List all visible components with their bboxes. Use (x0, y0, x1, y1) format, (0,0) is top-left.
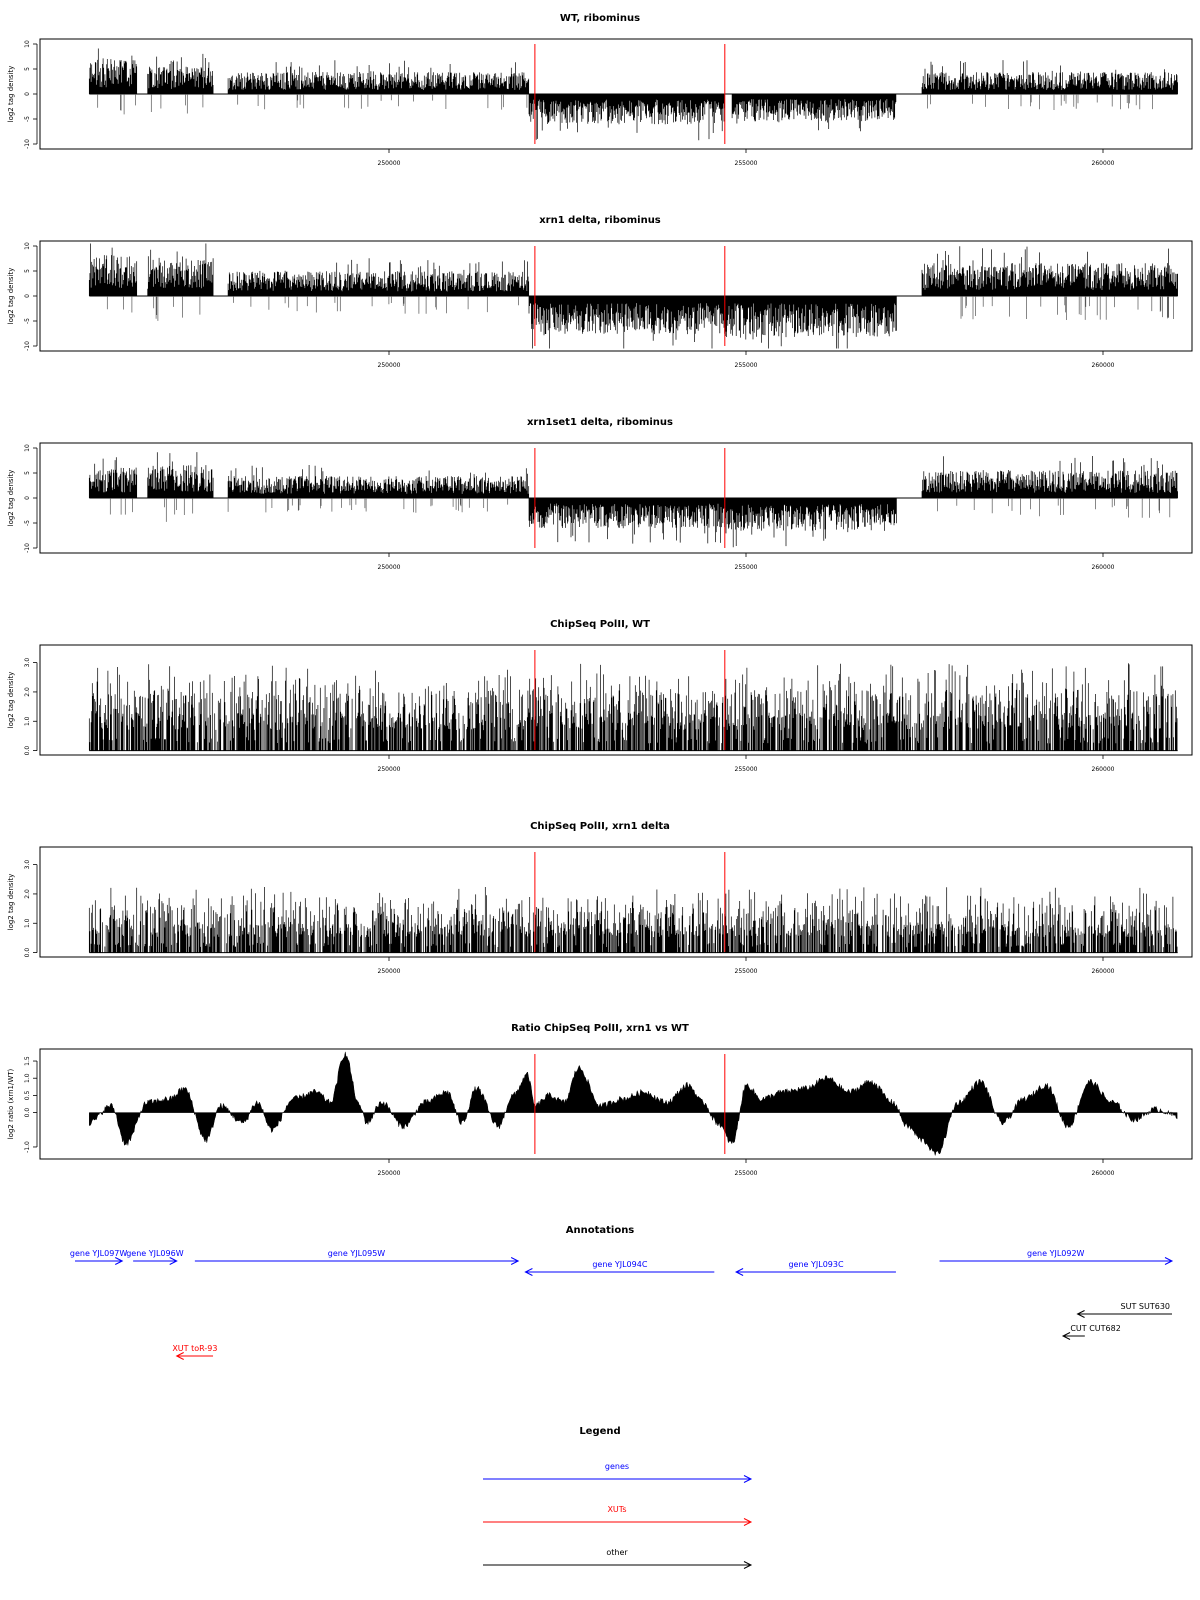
y-axis-label: log2 tag density (7, 267, 15, 325)
signal-bars (89, 663, 1177, 750)
annotation-feature (940, 1249, 1172, 1265)
signal-bars (89, 887, 1177, 953)
feature-label: CUT CUT682 (1070, 1324, 1121, 1333)
y-tick-label: 3.0 (24, 657, 31, 668)
y-tick-label: 0 (24, 92, 31, 96)
feature-label: gene YJL095W (327, 1249, 386, 1258)
data-bars (89, 887, 1177, 953)
y-tick-label: 2.0 (24, 687, 31, 697)
y-tick-label: 10 (24, 444, 31, 452)
annotations-section (70, 1225, 1172, 1360)
x-tick-label: 255000 (734, 968, 758, 975)
panel-2 (7, 215, 1192, 369)
legend-items (483, 1462, 751, 1569)
x-tick-label: 250000 (377, 160, 401, 167)
data-bars (89, 663, 1177, 750)
legend-label: genes (604, 1462, 630, 1471)
x-tick-label: 260000 (1091, 968, 1115, 975)
annotation-feature (1063, 1324, 1121, 1340)
panel-title: ChipSeq PolII, xrn1 delta (530, 821, 670, 832)
y-tick-label: 1.0 (24, 1073, 31, 1083)
y-axis-label: log2 ratio (xrn1/WT) (7, 1068, 15, 1140)
legend-entry (483, 1462, 751, 1483)
y-tick-label: 5 (24, 471, 31, 475)
y-tick-label: 5 (24, 269, 31, 273)
y-tick-label: 1.0 (24, 918, 31, 929)
y-tick-label: 0 (24, 294, 31, 298)
panels (7, 13, 1192, 1177)
annotation-items (70, 1249, 1172, 1360)
annotation-feature (70, 1249, 128, 1265)
x-tick-label: 260000 (1091, 564, 1115, 571)
panel-6 (7, 1023, 1192, 1177)
panel-1 (7, 13, 1192, 167)
y-axis-label: log2 tag density (7, 65, 15, 123)
x-tick-label: 255000 (734, 160, 758, 167)
y-tick-label: -10 (24, 139, 31, 149)
panel-5 (7, 821, 1192, 975)
legend-title: Legend (579, 1426, 621, 1437)
data-bars (89, 49, 1177, 141)
annotation-feature (126, 1249, 184, 1265)
feature-label: gene YJL092W (1027, 1249, 1085, 1258)
y-tick-label: -5 (24, 520, 31, 526)
annotation-feature (1078, 1302, 1172, 1318)
signal-bars (89, 244, 1177, 349)
feature-label: SUT SUT630 (1120, 1302, 1170, 1311)
x-tick-label: 255000 (734, 766, 758, 773)
legend-label: XUTs (607, 1505, 627, 1514)
panel-title: xrn1set1 delta, ribominus (526, 417, 674, 428)
feature-label: gene YJL096W (126, 1249, 184, 1258)
legend-label: other (606, 1548, 628, 1557)
signal-bars (89, 452, 1177, 547)
panel-title: ChipSeq PolII, WT (550, 619, 650, 630)
y-tick-label: 2.0 (24, 889, 31, 899)
y-axis-label: log2 tag density (7, 469, 15, 527)
feature-label: XUT toR-93 (172, 1344, 218, 1353)
y-tick-label: 0 (24, 496, 31, 500)
annotation-feature (172, 1344, 217, 1360)
legend-entry (483, 1505, 751, 1526)
x-tick-label: 250000 (377, 1170, 401, 1177)
x-tick-label: 255000 (734, 564, 758, 571)
x-tick-label: 260000 (1091, 1170, 1115, 1177)
y-tick-label: 5 (24, 67, 31, 71)
feature-label: gene YJL093C (788, 1260, 844, 1269)
feature-label: gene YJL097W (69, 1249, 128, 1258)
x-tick-label: 260000 (1091, 362, 1115, 369)
annotation-feature (736, 1260, 896, 1276)
y-tick-label: 10 (24, 40, 31, 48)
panel-title: Ratio ChipSeq PolII, xrn1 vs WT (511, 1023, 689, 1034)
y-tick-label: 0.0 (24, 745, 31, 756)
annotation-feature (525, 1260, 714, 1276)
feature-label: gene YJL094C (592, 1260, 648, 1269)
y-tick-label: -5 (24, 116, 31, 122)
y-tick-label: 1.5 (24, 1056, 31, 1066)
x-tick-label: 250000 (377, 362, 401, 369)
y-axis-label: log2 tag density (7, 671, 15, 729)
y-tick-label: 3.0 (24, 859, 31, 870)
panel-title: WT, ribominus (559, 13, 641, 24)
panel-4 (7, 619, 1192, 773)
legend-entry (483, 1548, 751, 1569)
x-tick-label: 250000 (377, 766, 401, 773)
y-tick-label: -1.0 (24, 1141, 31, 1153)
panel-3 (7, 417, 1192, 571)
x-tick-label: 260000 (1091, 766, 1115, 773)
data-bars (89, 1052, 1177, 1156)
y-tick-label: -10 (24, 341, 31, 351)
legend-section (483, 1426, 751, 1569)
data-bars (89, 452, 1177, 547)
y-tick-label: 0.0 (24, 1107, 31, 1118)
data-bars (89, 244, 1177, 349)
annotation-feature (195, 1249, 518, 1265)
annotations-title: Annotations (565, 1225, 635, 1236)
panel-title: xrn1 delta, ribominus (539, 215, 661, 226)
y-tick-label: -5 (24, 318, 31, 324)
ratio-area (89, 1052, 1177, 1156)
y-tick-label: 1.0 (24, 716, 31, 727)
x-tick-label: 250000 (377, 564, 401, 571)
x-tick-label: 250000 (377, 968, 401, 975)
y-tick-label: 0.0 (24, 947, 31, 958)
x-tick-label: 260000 (1091, 160, 1115, 167)
y-tick-label: 10 (24, 242, 31, 250)
x-tick-label: 255000 (734, 1170, 758, 1177)
y-axis-label: log2 tag density (7, 873, 15, 931)
y-tick-label: -10 (24, 543, 31, 553)
y-tick-label: 0.5 (24, 1090, 31, 1101)
x-tick-label: 255000 (734, 362, 758, 369)
